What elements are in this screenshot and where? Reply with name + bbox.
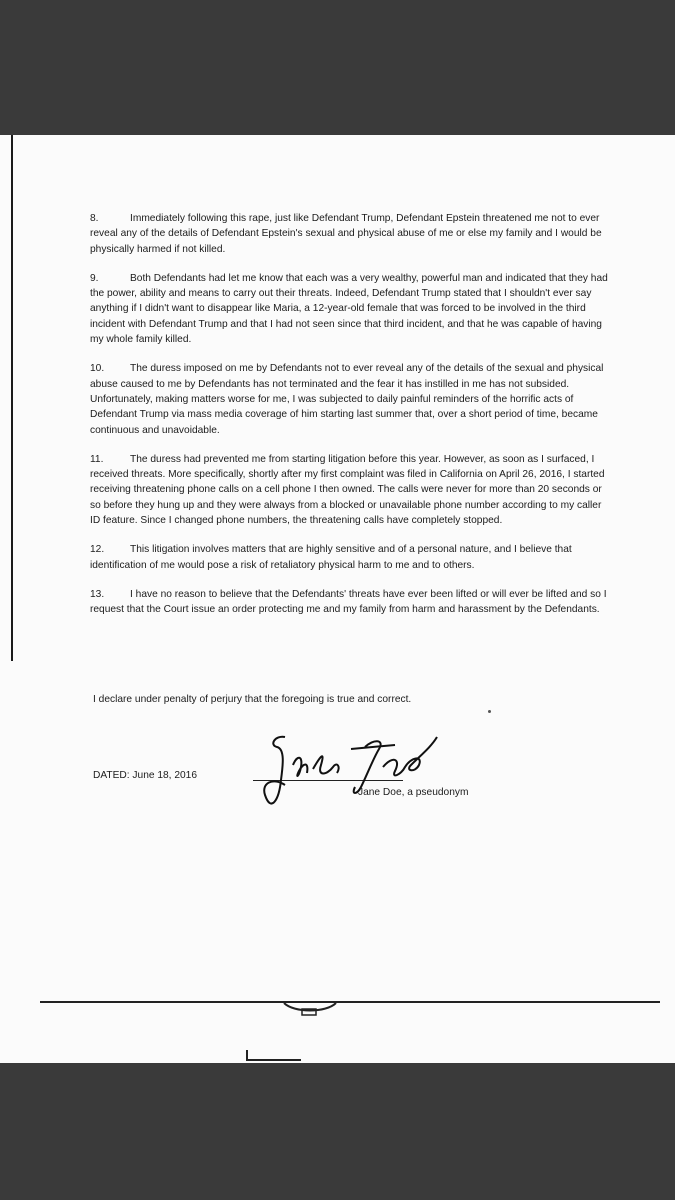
paragraph-number: 11. (90, 453, 104, 465)
document-page (0, 135, 675, 1063)
paragraph-13 (90, 587, 610, 618)
signer-name: Jane Doe, a pseudonym (358, 787, 469, 798)
footer-corner-mark (243, 1050, 303, 1062)
paragraph-12 (90, 542, 610, 573)
page-edge-line (11, 135, 13, 661)
paragraph-number: 8. (90, 213, 99, 224)
paragraph-number: 10. (90, 363, 105, 375)
paragraph-number: 9. (90, 272, 99, 284)
paragraph-text: Both Defendants had let me know that each was a very wealthy, powerful man and indicated that they had the power, ability and means to carry out their threats. Indeed, Defendant Trump stated that I shouldn't ever say anything if I didn't want to disappear like Maria, a 12-year-old female that was forced to be involved in the third incident with Defendant Trump and that I had not seen since that third incident, and that he was capable of having my whole family killed. (90, 272, 608, 346)
paragraph-11 (90, 452, 610, 528)
document-body (90, 211, 610, 632)
scan-speck (488, 710, 491, 713)
declaration-statement: I declare under penalty of perjury that the foregoing is true and correct. (93, 694, 412, 705)
footer-clip-mark (280, 997, 340, 1019)
paragraph-text: This litigation involves matters that are highly sensitive and of a personal nature, and I believe that identification of me would pose a risk of retaliatory physical harm to me and to others. (90, 544, 572, 571)
paragraph-10 (90, 361, 610, 437)
paragraph-number: 12. (90, 544, 105, 556)
dated-line: DATED: June 18, 2016 (93, 770, 198, 781)
paragraph-8 (90, 211, 610, 257)
paragraph-number: 13. (90, 588, 105, 600)
handwritten-signature (255, 725, 445, 815)
paragraph-text: The duress had prevented me from starting litigation before this year. However, as soon as I surfaced, I received threats. More specifically, shortly after my first complaint was filed in California on April 26, 2016, I started receiving threatening phone calls on a cell phone I then owned. The calls were never for more than 20 seconds or so before they hung up and they were always from a blocked or unavailable phone number according to my caller ID feature. Since I changed phone numbers, the threatening calls have completely stopped. (90, 453, 605, 527)
paragraph-text: The duress imposed on me by Defendants not to ever reveal any of the details of the sexual and physical abuse caused to me by Defendants has not terminated and the fear it has instilled in me has not subsided. Unfortunately, making matters worse for me, I was subjected to daily painful reminders of the horrific acts of Defendant Trump via mass media coverage of him starting last summer that, over a short period of time, became continuous and unavoidable. (90, 363, 604, 436)
footer-rule (40, 1001, 660, 1003)
paragraph-9 (90, 271, 610, 347)
paragraph-text: Immediately following this rape, just like Defendant Trump, Defendant Epstein threatened me not to ever reveal any of the details of Defendant Epstein's sexual and physical abuse of me or else my family and I would be physically harmed if not killed. (90, 213, 602, 255)
paragraph-text: I have no reason to believe that the Defendants' threats have ever been lifted or will ever be lifted and so I request that the Court issue an order protecting me and my family from harm and harassment by the Defendants. (90, 588, 607, 616)
